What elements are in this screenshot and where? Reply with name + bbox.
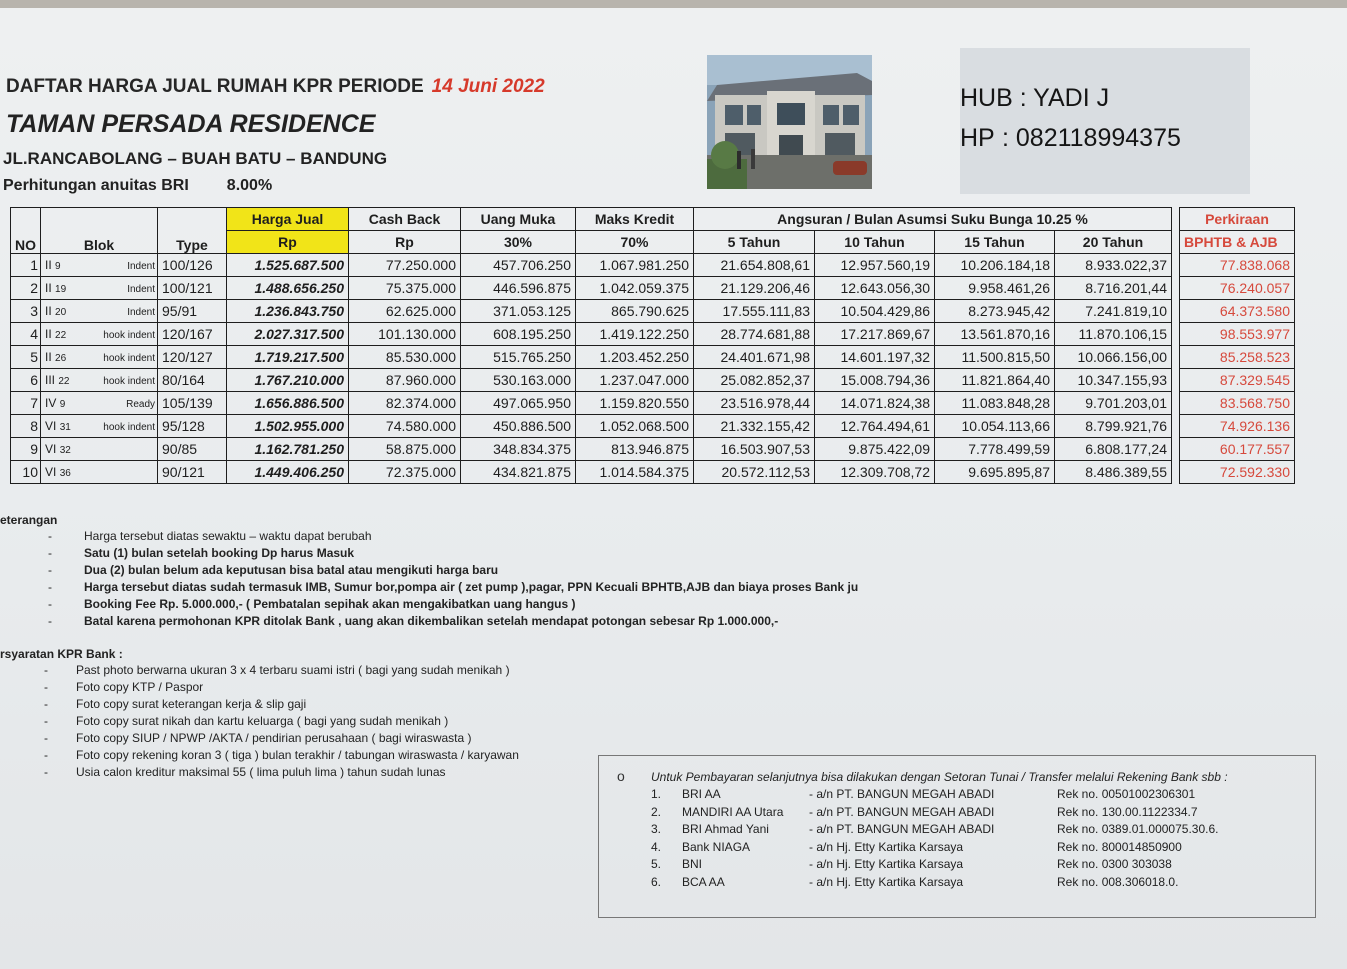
row-angsuran-15: 13.561.870,16 — [935, 323, 1055, 346]
bphtb-value: 85.258.523 — [1180, 346, 1295, 369]
row-blok — [41, 323, 158, 346]
blok-name: IV — [45, 396, 57, 410]
col-cash-back: Cash Back — [349, 208, 461, 231]
blok-name: II — [45, 258, 52, 272]
bullet-dash: - — [48, 614, 52, 628]
col-maks-kredit: Maks Kredit — [576, 208, 694, 231]
row-angsuran-5: 21.332.155,42 — [694, 415, 815, 438]
keterangan-item-text: Batal karena permohonan KPR ditolak Bank , uang akan dikembalikan setelah mendapat potongan sebesar Rp 1.000.000,- — [84, 614, 779, 628]
bullet-dash: - — [44, 748, 48, 762]
row-cash-back: 101.130.000 — [349, 323, 461, 346]
row-harga-jual: 1.719.217.500 — [227, 346, 349, 369]
row-no: 8 — [11, 415, 41, 438]
period-date: 14 Juni 2022 — [431, 76, 545, 97]
persyaratan-item-text: Foto copy surat keterangan kerja & slip gaji — [76, 697, 307, 711]
row-harga-jual: 1.449.406.250 — [227, 461, 349, 484]
row-no: 4 — [11, 323, 41, 346]
bank-intro: Untuk Pembayaran selanjutnya bisa dilakukan dengan Setoran Tunai / Transfer melalui Rekening Bank sbb : — [651, 770, 1228, 784]
row-angsuran-5: 21.129.206,46 — [694, 277, 815, 300]
bank-name: BNI — [682, 857, 703, 871]
row-angsuran-5: 16.503.907,53 — [694, 438, 815, 461]
bank-no: 2. — [651, 804, 662, 819]
row-angsuran-15: 11.083.848,28 — [935, 392, 1055, 415]
bullet-dash: - — [48, 546, 52, 560]
blok-number: 9 — [55, 261, 61, 272]
top-edge — [0, 0, 1347, 8]
bank-no: 6. — [651, 874, 662, 889]
bphtb-row — [1180, 438, 1295, 461]
account-number: Rek no. 0300 303038 — [1057, 857, 1172, 871]
row-cash-back: 58.875.000 — [349, 438, 461, 461]
row-angsuran-15: 8.273.945,42 — [935, 300, 1055, 323]
bphtb-row — [1180, 346, 1295, 369]
row-type: 100/126 — [158, 254, 227, 277]
contact-name: HUB : YADI J — [960, 84, 1110, 112]
row-angsuran-15: 9.695.895,87 — [935, 461, 1055, 484]
row-blok — [41, 254, 158, 277]
table-row — [11, 415, 1172, 438]
row-no: 3 — [11, 300, 41, 323]
persyaratan-item-text: Foto copy rekening koran 3 ( tiga ) bulan terakhir / tabungan wiraswasta / karyawan — [76, 748, 519, 762]
row-harga-jual: 1.656.886.500 — [227, 392, 349, 415]
row-angsuran-15: 10.206.184,18 — [935, 254, 1055, 277]
row-no: 7 — [11, 392, 41, 415]
persyaratan-item-text: Foto copy surat nikah dan kartu keluarga ( bagi yang sudah menikah ) — [76, 714, 449, 728]
col-harga-unit: Rp — [227, 231, 349, 254]
row-no: 9 — [11, 438, 41, 461]
row-maks-kredit: 1.042.059.375 — [576, 277, 694, 300]
col-5-tahun: 5 Tahun — [694, 231, 815, 254]
row-angsuran-20: 6.808.177,24 — [1055, 438, 1172, 461]
table-row — [11, 392, 1172, 415]
account-number: Rek no. 800014850900 — [1057, 839, 1182, 854]
row-harga-jual: 2.027.317.500 — [227, 323, 349, 346]
keterangan-item-text: Dua (2) bulan belum ada keputusan bisa batal atau mengikuti harga baru — [84, 563, 499, 577]
bphtb-header-2: BPHTB & AJB — [1180, 231, 1295, 254]
bank-name: BRI Ahmad Yani — [682, 822, 769, 836]
row-harga-jual: 1.162.781.250 — [227, 438, 349, 461]
row-no: 2 — [11, 277, 41, 300]
row-blok — [41, 277, 158, 300]
table-row — [11, 323, 1172, 346]
blok-name: III — [45, 373, 56, 387]
col-type: Type — [158, 208, 227, 254]
bullet-dash: - — [44, 765, 48, 779]
row-cash-back: 74.580.000 — [349, 415, 461, 438]
unit-status: Indent — [127, 307, 155, 318]
doc-title: DAFTAR HARGA JUAL RUMAH KPR PERIODE 14 Juni 2022 — [6, 76, 545, 97]
bullet-dash: - — [48, 529, 52, 543]
bank-no: 5. — [651, 857, 662, 871]
bphtb-row — [1180, 277, 1295, 300]
blok-number: 19 — [55, 284, 67, 295]
row-angsuran-10: 12.764.494,61 — [815, 415, 935, 438]
row-angsuran-20: 11.870.106,15 — [1055, 323, 1172, 346]
bullet-dash: - — [48, 563, 52, 577]
blok-number: 26 — [55, 353, 67, 364]
bphtb-row — [1180, 392, 1295, 415]
table-row — [11, 254, 1172, 277]
bphtb-value: 87.329.545 — [1180, 369, 1295, 392]
account-holder: - a/n Hj. Etty Kartika Karsaya — [809, 874, 964, 889]
col-uangmuka-pct: 30% — [461, 231, 576, 254]
bank-name: BCA AA — [682, 874, 725, 889]
col-kredit-pct: 70% — [576, 231, 694, 254]
bphtb-value: 98.553.977 — [1180, 323, 1295, 346]
unit-status: Indent — [127, 284, 155, 295]
row-maks-kredit: 1.014.584.375 — [576, 461, 694, 484]
row-uang-muka: 608.195.250 — [461, 323, 576, 346]
row-type: 105/139 — [158, 392, 227, 415]
row-angsuran-20: 8.716.201,44 — [1055, 277, 1172, 300]
row-blok — [41, 300, 158, 323]
bphtb-value: 64.373.580 — [1180, 300, 1295, 323]
row-cash-back: 77.250.000 — [349, 254, 461, 277]
price-table — [10, 207, 1172, 484]
blok-name: VI — [45, 442, 57, 456]
row-angsuran-20: 7.241.819,10 — [1055, 300, 1172, 323]
row-blok — [41, 392, 158, 415]
row-type: 80/164 — [158, 369, 227, 392]
row-maks-kredit: 1.067.981.250 — [576, 254, 694, 277]
row-blok — [41, 461, 158, 484]
account-holder: - a/n PT. BANGUN MEGAH ABADI — [809, 804, 995, 819]
row-maks-kredit: 1.237.047.000 — [576, 369, 694, 392]
row-angsuran-10: 17.217.869,67 — [815, 323, 935, 346]
row-angsuran-20: 10.347.155,93 — [1055, 369, 1172, 392]
row-angsuran-10: 14.601.197,32 — [815, 346, 935, 369]
row-type: 90/121 — [158, 461, 227, 484]
row-angsuran-15: 10.054.113,66 — [935, 415, 1055, 438]
account-number: Rek no. 00501002306301 — [1057, 787, 1196, 801]
row-blok — [41, 438, 158, 461]
table-row — [11, 346, 1172, 369]
bphtb-value: 60.177.557 — [1180, 438, 1295, 461]
blok-name: II — [45, 350, 52, 364]
bphtb-value: 74.926.136 — [1180, 415, 1295, 438]
blok-name: II — [45, 304, 52, 318]
row-angsuran-10: 12.643.056,30 — [815, 277, 935, 300]
contact-phone: HP : 082118994375 — [960, 124, 1181, 152]
blok-name: II — [45, 327, 52, 341]
row-angsuran-5: 23.516.978,44 — [694, 392, 815, 415]
blok-number: 32 — [59, 445, 71, 456]
row-angsuran-20: 10.066.156,00 — [1055, 346, 1172, 369]
row-angsuran-5: 17.555.111,83 — [694, 300, 815, 323]
row-angsuran-10: 14.071.824,38 — [815, 392, 935, 415]
account-number: Rek no. 130.00.1122334.7 — [1057, 804, 1198, 819]
row-maks-kredit: 1.052.068.500 — [576, 415, 694, 438]
row-uang-muka: 348.834.375 — [461, 438, 576, 461]
row-uang-muka: 371.053.125 — [461, 300, 576, 323]
bank-name: Bank NIAGA — [682, 839, 751, 854]
row-type: 120/167 — [158, 323, 227, 346]
col-blok: Blok — [41, 208, 158, 254]
row-angsuran-15: 7.778.499,59 — [935, 438, 1055, 461]
table-row — [11, 300, 1172, 323]
table-row — [11, 461, 1172, 484]
account-holder: - a/n Hj. Etty Kartika Karsaya — [809, 839, 964, 854]
bank-no: 1. — [651, 787, 662, 801]
bphtb-value: 77.838.068 — [1180, 254, 1295, 277]
blok-number: 9 — [59, 399, 66, 410]
account-holder: - a/n PT. BANGUN MEGAH ABADI — [809, 787, 995, 801]
row-angsuran-20: 9.701.203,01 — [1055, 392, 1172, 415]
keterangan-item-text: Harga tersebut diatas sudah termasuk IMB, Sumur bor,pompa air ( zet pump ),pagar, PPN Kecuali BPHTB,AJB dan biaya proses Bank ju — [84, 580, 859, 594]
row-maks-kredit: 1.159.820.550 — [576, 392, 694, 415]
bphtb-row — [1180, 323, 1295, 346]
account-holder: - a/n PT. BANGUN MEGAH ABADI — [809, 822, 995, 836]
row-no: 1 — [11, 254, 41, 277]
bphtb-row — [1180, 415, 1295, 438]
unit-status: hook indent — [103, 422, 155, 433]
project-address: JL.RANCABOLANG – BUAH BATU – BANDUNG — [3, 149, 388, 168]
bank-bullet: o — [617, 768, 625, 784]
col-angsuran: Angsuran / Bulan Asumsi Suku Bunga 10.25 % — [694, 208, 1172, 231]
unit-status: Indent — [127, 261, 155, 272]
bphtb-value: 76.240.057 — [1180, 277, 1295, 300]
persyaratan-item-text: Foto copy KTP / Paspor — [76, 680, 204, 694]
row-cash-back: 75.375.000 — [349, 277, 461, 300]
bullet-dash: - — [44, 714, 48, 728]
anuitas-rate: 8.00% — [226, 177, 273, 194]
blok-number: 36 — [59, 468, 71, 479]
row-angsuran-10: 15.008.794,36 — [815, 369, 935, 392]
bphtb-row — [1180, 254, 1295, 277]
col-cashback-unit: Rp — [349, 231, 461, 254]
bphtb-value: 83.568.750 — [1180, 392, 1295, 415]
keterangan-item-text: Satu (1) bulan setelah booking Dp harus Masuk — [84, 546, 355, 560]
project-name: TAMAN PERSADA RESIDENCE — [6, 110, 376, 138]
row-angsuran-10: 12.309.708,72 — [815, 461, 935, 484]
row-no: 5 — [11, 346, 41, 369]
bullet-dash: - — [44, 663, 48, 677]
row-uang-muka: 497.065.950 — [461, 392, 576, 415]
col-10-tahun: 10 Tahun — [815, 231, 935, 254]
row-cash-back: 72.375.000 — [349, 461, 461, 484]
blok-number: 22 — [58, 376, 70, 387]
bank-info-box — [598, 755, 1316, 918]
bullet-dash: - — [48, 580, 52, 594]
row-angsuran-5: 28.774.681,88 — [694, 323, 815, 346]
unit-status: hook indent — [103, 330, 155, 341]
bphtb-row — [1180, 300, 1295, 323]
row-uang-muka: 515.765.250 — [461, 346, 576, 369]
bullet-dash: - — [44, 680, 48, 694]
row-type: 95/91 — [158, 300, 227, 323]
row-harga-jual: 1.488.656.250 — [227, 277, 349, 300]
row-type: 95/128 — [158, 415, 227, 438]
row-maks-kredit: 1.203.452.250 — [576, 346, 694, 369]
unit-status: hook indent — [103, 353, 155, 364]
col-harga-jual: Harga Jual — [227, 208, 349, 231]
blok-name: II — [45, 281, 52, 295]
row-angsuran-15: 11.500.815,50 — [935, 346, 1055, 369]
row-uang-muka: 450.886.500 — [461, 415, 576, 438]
keterangan-title: eterangan — [0, 513, 58, 527]
keterangan-item-text: Booking Fee Rp. 5.000.000,- ( Pembatalan sepihak akan mengakibatkan uang hangus ) — [84, 597, 576, 611]
col-uang-muka: Uang Muka — [461, 208, 576, 231]
row-angsuran-10: 10.504.429,86 — [815, 300, 935, 323]
bullet-dash: - — [44, 697, 48, 711]
house-photo — [707, 55, 872, 189]
blok-number: 31 — [59, 422, 71, 433]
bphtb-value: 72.592.330 — [1180, 461, 1295, 484]
table-row — [11, 438, 1172, 461]
account-number: Rek no. 0389.01.000075.30.6. — [1057, 822, 1219, 836]
row-cash-back: 87.960.000 — [349, 369, 461, 392]
row-blok — [41, 415, 158, 438]
unit-status: hook indent — [103, 376, 155, 387]
row-harga-jual: 1.767.210.000 — [227, 369, 349, 392]
bphtb-header-1: Perkiraan — [1180, 208, 1295, 231]
blok-number: 22 — [55, 330, 67, 341]
row-angsuran-10: 9.875.422,09 — [815, 438, 935, 461]
contact-box — [960, 48, 1250, 194]
bank-no: 3. — [651, 822, 662, 836]
blok-number: 20 — [55, 307, 67, 318]
account-holder: - a/n Hj. Etty Kartika Karsaya — [809, 857, 964, 871]
row-angsuran-5: 25.082.852,37 — [694, 369, 815, 392]
row-angsuran-5: 21.654.808,61 — [694, 254, 815, 277]
table-row — [11, 369, 1172, 392]
row-uang-muka: 530.163.000 — [461, 369, 576, 392]
keterangan-item-text: Harga tersebut diatas sewaktu – waktu dapat berubah — [84, 529, 372, 543]
row-maks-kredit: 865.790.625 — [576, 300, 694, 323]
row-blok — [41, 369, 158, 392]
row-no: 10 — [11, 461, 41, 484]
bullet-dash: - — [44, 731, 48, 745]
row-uang-muka: 457.706.250 — [461, 254, 576, 277]
row-angsuran-20: 8.933.022,37 — [1055, 254, 1172, 277]
row-angsuran-5: 24.401.671,98 — [694, 346, 815, 369]
row-cash-back: 62.625.000 — [349, 300, 461, 323]
bank-name: BRI AA — [682, 787, 721, 801]
row-uang-muka: 434.821.875 — [461, 461, 576, 484]
bphtb-table — [1179, 207, 1295, 484]
col-20-tahun: 20 Tahun — [1055, 231, 1172, 254]
blok-name: VI — [45, 465, 57, 479]
col-15-tahun: 15 Tahun — [935, 231, 1055, 254]
row-no: 6 — [11, 369, 41, 392]
bank-no: 4. — [651, 839, 662, 854]
persyaratan-item-text: Foto copy SIUP / NPWP /AKTA / pendirian perusahaan ( bagi wiraswasta ) — [76, 731, 472, 745]
anuitas-line: Perhitungan anuitas BRI 8.00% — [3, 177, 273, 194]
row-angsuran-15: 9.958.461,26 — [935, 277, 1055, 300]
row-maks-kredit: 813.946.875 — [576, 438, 694, 461]
blok-name: VI — [45, 419, 57, 433]
row-maks-kredit: 1.419.122.250 — [576, 323, 694, 346]
row-uang-muka: 446.596.875 — [461, 277, 576, 300]
row-angsuran-20: 8.486.389,55 — [1055, 461, 1172, 484]
row-angsuran-20: 8.799.921,76 — [1055, 415, 1172, 438]
row-type: 120/127 — [158, 346, 227, 369]
persyaratan-item-text: Past photo berwarna ukuran 3 x 4 terbaru suami istri ( bagi yang sudah menikah ) — [76, 663, 510, 677]
bphtb-row — [1180, 461, 1295, 484]
persyaratan-title: rsyaratan KPR Bank : — [0, 647, 123, 661]
row-type: 100/121 — [158, 277, 227, 300]
row-blok — [41, 346, 158, 369]
row-harga-jual: 1.525.687.500 — [227, 254, 349, 277]
bullet-dash: - — [48, 597, 52, 611]
row-angsuran-15: 11.821.864,40 — [935, 369, 1055, 392]
row-angsuran-5: 20.572.112,53 — [694, 461, 815, 484]
row-cash-back: 85.530.000 — [349, 346, 461, 369]
row-angsuran-10: 12.957.560,19 — [815, 254, 935, 277]
row-harga-jual: 1.502.955.000 — [227, 415, 349, 438]
bank-name: MANDIRI AA Utara — [682, 804, 784, 819]
persyaratan-item-text: Usia calon kreditur maksimal 55 ( lima puluh lima ) tahun sudah lunas — [76, 765, 446, 779]
account-number: Rek no. 008.306018.0. — [1057, 874, 1179, 889]
row-cash-back: 82.374.000 — [349, 392, 461, 415]
row-type: 90/85 — [158, 438, 227, 461]
row-harga-jual: 1.236.843.750 — [227, 300, 349, 323]
col-no: NO — [11, 208, 41, 254]
bphtb-row — [1180, 369, 1295, 392]
unit-status: Ready — [126, 399, 155, 410]
table-row — [11, 277, 1172, 300]
